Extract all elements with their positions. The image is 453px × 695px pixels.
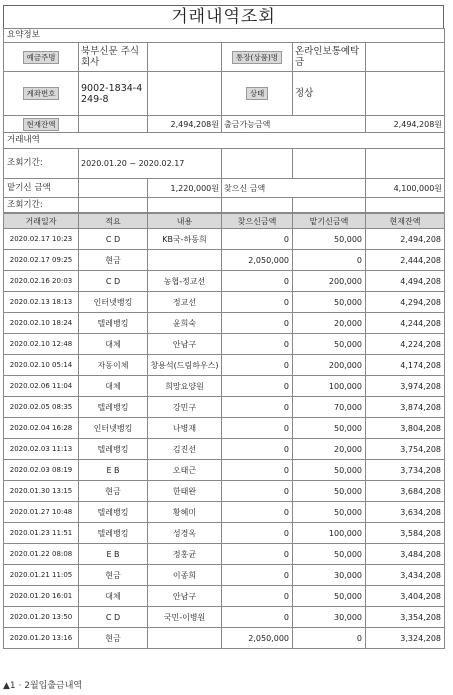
cell-balance: 2,494,208 (366, 229, 445, 250)
page-title: 거래내역조회 (3, 5, 444, 28)
summary-table (3, 28, 445, 213)
table-row (4, 376, 445, 397)
cell-balance: 4,294,208 (366, 292, 445, 313)
table-row (4, 292, 445, 313)
period-label: 조회기간: (4, 149, 79, 179)
cell-deposited: 50,000 (293, 481, 366, 502)
table-row (4, 502, 445, 523)
cell-date: 2020.01.30 13:15 (4, 481, 79, 502)
withdrawn-total-label: 찾으신 금액 (222, 179, 366, 198)
cell-kind: 자동이체 (79, 355, 148, 376)
cell-kind: 텔레뱅킹 (79, 523, 148, 544)
cell-deposited: 50,000 (293, 334, 366, 355)
cell-kind: 텔레뱅킹 (79, 397, 148, 418)
transaction-table (3, 213, 445, 649)
cell-deposited: 30,000 (293, 607, 366, 628)
cell-withdrawn: 0 (222, 334, 293, 355)
figure-caption: ▲1 · 2월입출금내역 (3, 681, 83, 691)
period-value: 2020.01.20 ~ 2020.02.17 (79, 149, 222, 179)
table-row (4, 250, 445, 271)
cell-date: 2020.02.10 05:14 (4, 355, 79, 376)
cell-memo: KB국-하동희 (148, 229, 222, 250)
cell-memo: 강민구 (148, 397, 222, 418)
cell-balance: 4,494,208 (366, 271, 445, 292)
withdrawn-total-value: 4,100,000원 (366, 179, 445, 198)
cell-deposited: 50,000 (293, 292, 366, 313)
depositor-value: 북부신문 주식회사 (79, 43, 148, 72)
cell-withdrawn: 0 (222, 544, 293, 565)
cell-date: 2020.01.21 11:05 (4, 565, 79, 586)
cell-date: 2020.01.20 16:01 (4, 586, 79, 607)
cell-balance: 3,404,208 (366, 586, 445, 607)
cell-withdrawn: 0 (222, 460, 293, 481)
cell-memo: 국민-이병원 (148, 607, 222, 628)
cell-date: 2020.01.22 08:08 (4, 544, 79, 565)
table-row (4, 334, 445, 355)
status-label: 상태 (246, 87, 269, 100)
cell-balance: 3,634,208 (366, 502, 445, 523)
summary-section-label: 요약정보 (4, 29, 445, 43)
balance-label: 현재잔액 (23, 118, 60, 131)
cell-memo: 정홍균 (148, 544, 222, 565)
cell-balance: 3,484,208 (366, 544, 445, 565)
table-row (4, 523, 445, 544)
cell-memo: 창용석(드림하우스) (148, 355, 222, 376)
history-section-label: 거래내역 (4, 133, 445, 149)
cell-date: 2020.02.04 16:28 (4, 418, 79, 439)
table-row (4, 439, 445, 460)
cell-date: 2020.02.05 08:35 (4, 397, 79, 418)
account-no-value: 9002-1834-4249-8 (79, 72, 148, 116)
table-row (4, 313, 445, 334)
cell-balance: 3,354,208 (366, 607, 445, 628)
table-row (4, 460, 445, 481)
account-type-value: 온라인보통예탁금 (293, 43, 366, 72)
cell-deposited: 50,000 (293, 502, 366, 523)
cell-kind: E B (79, 460, 148, 481)
account-no-label: 계좌번호 (23, 87, 60, 100)
cell-date: 2020.01.20 13:16 (4, 628, 79, 649)
cell-kind: 텔레뱅킹 (79, 439, 148, 460)
cell-deposited: 20,000 (293, 439, 366, 460)
cell-balance: 4,244,208 (366, 313, 445, 334)
cell-memo: 황혜미 (148, 502, 222, 523)
cell-kind: C D (79, 229, 148, 250)
cell-deposited: 50,000 (293, 586, 366, 607)
cell-kind: E B (79, 544, 148, 565)
cell-kind: 현금 (79, 628, 148, 649)
period-label-2: 조회기간: (4, 198, 79, 213)
cell-memo: 농협-정교선 (148, 271, 222, 292)
header-withdrawn: 찾으신금액 (222, 214, 293, 229)
cell-memo: 성경옥 (148, 523, 222, 544)
cell-balance: 3,804,208 (366, 418, 445, 439)
cell-withdrawn: 0 (222, 271, 293, 292)
cell-kind: 현금 (79, 565, 148, 586)
cell-date: 2020.02.16 20:03 (4, 271, 79, 292)
table-row (4, 397, 445, 418)
cell-kind: 현금 (79, 481, 148, 502)
cell-memo: 이종희 (148, 565, 222, 586)
cell-memo: 나병재 (148, 418, 222, 439)
table-row (4, 481, 445, 502)
cell-deposited: 50,000 (293, 460, 366, 481)
cell-balance: 4,174,208 (366, 355, 445, 376)
header-date: 거래일자 (4, 214, 79, 229)
table-row (4, 607, 445, 628)
cell-memo: 안남구 (148, 586, 222, 607)
cell-balance: 3,734,208 (366, 460, 445, 481)
cell-kind: 대체 (79, 586, 148, 607)
cell-withdrawn: 0 (222, 418, 293, 439)
cell-withdrawn: 0 (222, 313, 293, 334)
cell-withdrawn: 0 (222, 565, 293, 586)
cell-balance: 3,434,208 (366, 565, 445, 586)
cell-kind: 대체 (79, 376, 148, 397)
cell-deposited: 0 (293, 250, 366, 271)
cell-kind: C D (79, 271, 148, 292)
cell-withdrawn: 0 (222, 607, 293, 628)
cell-date: 2020.02.10 18:24 (4, 313, 79, 334)
cell-memo (148, 628, 222, 649)
cell-balance: 3,584,208 (366, 523, 445, 544)
cell-deposited: 0 (293, 628, 366, 649)
available-label: 출금가능금액 (222, 116, 366, 133)
cell-kind: 인터넷뱅킹 (79, 292, 148, 313)
cell-memo: 안남구 (148, 334, 222, 355)
cell-balance: 3,974,208 (366, 376, 445, 397)
cell-deposited: 100,000 (293, 376, 366, 397)
header-memo: 내용 (148, 214, 222, 229)
transaction-sheet (3, 5, 444, 649)
cell-deposited: 200,000 (293, 271, 366, 292)
cell-withdrawn: 0 (222, 481, 293, 502)
cell-deposited: 200,000 (293, 355, 366, 376)
cell-memo: 한태완 (148, 481, 222, 502)
cell-memo (148, 250, 222, 271)
cell-kind: 대체 (79, 334, 148, 355)
cell-deposited: 100,000 (293, 523, 366, 544)
cell-memo: 희망요양원 (148, 376, 222, 397)
cell-date: 2020.02.03 08:19 (4, 460, 79, 481)
table-row (4, 355, 445, 376)
cell-memo: 정교선 (148, 292, 222, 313)
cell-withdrawn: 2,050,000 (222, 628, 293, 649)
cell-balance: 3,684,208 (366, 481, 445, 502)
table-row (4, 544, 445, 565)
header-kind: 적요 (79, 214, 148, 229)
table-row (4, 565, 445, 586)
cell-deposited: 50,000 (293, 418, 366, 439)
balance-value: 2,494,208원 (148, 116, 222, 133)
cell-deposited: 50,000 (293, 229, 366, 250)
cell-deposited: 30,000 (293, 565, 366, 586)
cell-date: 2020.02.17 10:23 (4, 229, 79, 250)
table-header-row (4, 214, 445, 229)
cell-memo: 윤희숙 (148, 313, 222, 334)
table-row (4, 229, 445, 250)
status-value: 정상 (293, 72, 366, 116)
cell-date: 2020.02.17 09:25 (4, 250, 79, 271)
header-balance: 현재잔액 (366, 214, 445, 229)
depositor-label: 예금주명 (23, 51, 60, 64)
cell-withdrawn: 0 (222, 397, 293, 418)
cell-withdrawn: 0 (222, 439, 293, 460)
cell-withdrawn: 0 (222, 523, 293, 544)
cell-balance: 3,754,208 (366, 439, 445, 460)
cell-withdrawn: 0 (222, 502, 293, 523)
cell-deposited: 20,000 (293, 313, 366, 334)
cell-kind: 텔레뱅킹 (79, 502, 148, 523)
cell-withdrawn: 0 (222, 355, 293, 376)
cell-balance: 4,224,208 (366, 334, 445, 355)
cell-withdrawn: 0 (222, 376, 293, 397)
table-row (4, 271, 445, 292)
cell-memo: 김진선 (148, 439, 222, 460)
cell-date: 2020.02.03 11:13 (4, 439, 79, 460)
cell-memo: 오태근 (148, 460, 222, 481)
cell-withdrawn: 0 (222, 586, 293, 607)
paid-total-value: 1,220,000원 (148, 179, 222, 198)
account-type-label: 통장(상품)명 (232, 51, 282, 64)
cell-deposited: 70,000 (293, 397, 366, 418)
table-row (4, 418, 445, 439)
cell-kind: 인터넷뱅킹 (79, 418, 148, 439)
cell-date: 2020.02.13 18:13 (4, 292, 79, 313)
cell-date: 2020.02.06 11:04 (4, 376, 79, 397)
cell-withdrawn: 0 (222, 229, 293, 250)
cell-date: 2020.01.27 10:48 (4, 502, 79, 523)
cell-balance: 3,874,208 (366, 397, 445, 418)
available-value: 2,494,208원 (366, 116, 445, 133)
cell-kind: 텔레뱅킹 (79, 313, 148, 334)
cell-kind: 현금 (79, 250, 148, 271)
table-row (4, 586, 445, 607)
cell-withdrawn: 2,050,000 (222, 250, 293, 271)
cell-date: 2020.01.23 11:51 (4, 523, 79, 544)
paid-total-label: 맡기신 금액 (4, 179, 79, 198)
cell-date: 2020.02.10 12:48 (4, 334, 79, 355)
table-row (4, 628, 445, 649)
cell-balance: 2,444,208 (366, 250, 445, 271)
cell-withdrawn: 0 (222, 292, 293, 313)
cell-kind: C D (79, 607, 148, 628)
header-deposited: 맡기신금액 (293, 214, 366, 229)
cell-balance: 3,324,208 (366, 628, 445, 649)
cell-deposited: 50,000 (293, 544, 366, 565)
cell-date: 2020.01.20 13:50 (4, 607, 79, 628)
